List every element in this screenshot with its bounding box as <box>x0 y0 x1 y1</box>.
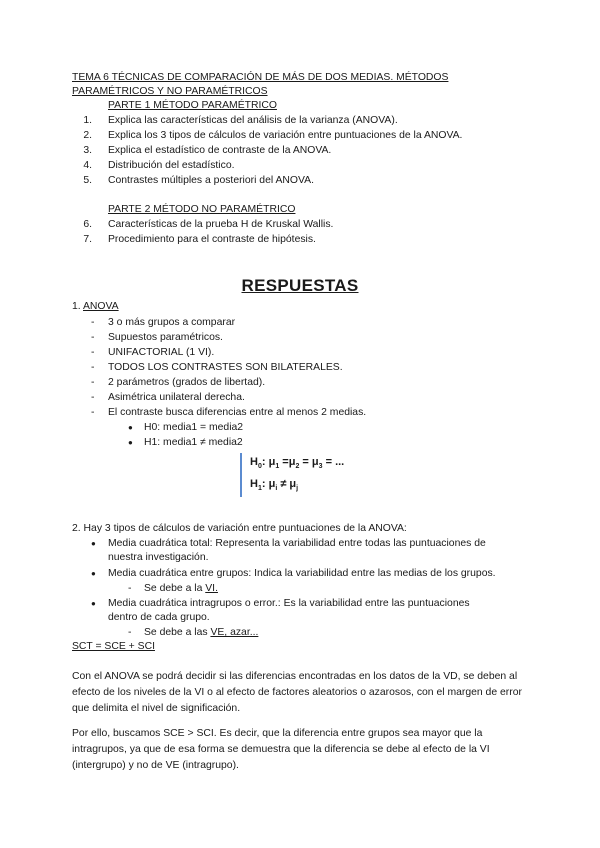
list-item-text: Explica el estadístico de contraste de la ANOVA. <box>108 145 332 156</box>
dash-marker: - <box>91 347 95 358</box>
sum-of-squares-equation: SCT = SCE + SCI <box>72 641 155 652</box>
hypothesis-formula-image <box>240 451 370 499</box>
paragraph-sce-sci: Por ello, buscamos SCE > SCI. Es decir, que la diferencia entre grupos sea mayor que la intragrupos, ya que de esa forma se demuestra que la diferencia se debe al efecto de la VI (intergrupo) y no de VE (intragrupo). <box>72 728 490 771</box>
list-item-number: 2. <box>83 130 92 141</box>
list-item-text: 2 parámetros (grados de libertad). <box>108 377 266 388</box>
list-item-text: Supuestos paramétricos. <box>108 332 223 343</box>
list-item-continuation: nuestra investigación. <box>108 552 209 563</box>
list-item-text: Media cuadrática total: Representa la variabilidad entre todas las puntuaciones de <box>108 538 486 549</box>
bullet-icon: ● <box>128 438 133 447</box>
list-item-text: Asimétrica unilateral derecha. <box>108 392 245 403</box>
sub-item-text: Se debe a la VI. <box>144 583 218 594</box>
dash-marker: - <box>91 362 95 373</box>
section1-number: 1. <box>72 301 81 312</box>
formula-h0: $H_0$: $\mu_1 =\mu_2 = \mu_3$ = ... <box>250 456 345 471</box>
list-item-number: 7. <box>83 234 92 245</box>
list-item-number: 1. <box>83 115 92 126</box>
list-item-text: H1: media1 ≠ media2 <box>144 437 243 448</box>
bullet-icon: ● <box>91 599 96 608</box>
section2-intro: 2. Hay 3 tipos de cálculos de variación entre puntuaciones de la ANOVA: <box>72 523 407 534</box>
bullet-icon: ● <box>128 423 133 432</box>
dash-marker: - <box>128 627 132 638</box>
section1-title: ANOVA <box>83 301 119 312</box>
list-item-text: Explica los 3 tipos de cálculos de variación entre puntuaciones de la ANOVA. <box>108 130 463 141</box>
list-item-text: Contrastes múltiples a posteriori del ANOVA. <box>108 175 314 186</box>
respuestas-heading: RESPUESTAS <box>241 276 359 295</box>
paragraph-anova: Con el ANOVA se podrá decidir si las diferencias encontradas en los datos de la VD, se deben al efecto de los niveles de la VI o al efecto de factores aleatorios o azarosos, con el margen de error que delimita el nivel de significación. <box>72 671 522 714</box>
formula-bracket <box>240 453 242 497</box>
document-title-line-1: TEMA 6 TÉCNICAS DE COMPARACIÓN DE MÁS DE DOS MEDIAS. MÉTODOS <box>72 72 449 83</box>
list-item-number: 3. <box>83 145 92 156</box>
list-item-text: Distribución del estadístico. <box>108 160 235 171</box>
dash-marker: - <box>91 332 95 343</box>
list-item-number: 4. <box>83 160 92 171</box>
formula-h1: $H_1$: $\mu_i \ne \mu_j$ <box>250 478 299 493</box>
list-item-text: El contraste busca diferencias entre al menos 2 medias. <box>108 407 367 418</box>
list-item-number: 6. <box>83 219 92 230</box>
list-item-text: Características de la prueba H de Kruskal Wallis. <box>108 219 334 230</box>
ve-link: VE, azar... <box>210 627 259 638</box>
list-item-number: 5. <box>83 175 92 186</box>
list-item-text: TODOS LOS CONTRASTES SON BILATERALES. <box>108 362 343 373</box>
list-item-text: UNIFACTORIAL (1 VI). <box>108 347 215 358</box>
list-item-text: Procedimiento para el contraste de hipótesis. <box>108 234 316 245</box>
vi-link: VI. <box>205 583 218 594</box>
list-item-text: Explica las características del análisis de la varianza (ANOVA). <box>108 115 398 126</box>
section1-heading <box>72 300 119 313</box>
dash-marker: - <box>128 583 132 594</box>
list-item-continuation: dentro de cada grupo. <box>108 612 210 623</box>
list-item-text: 3 o más grupos a comparar <box>108 317 236 328</box>
dash-marker: - <box>91 317 95 328</box>
part2-heading: PARTE 2 MÉTODO NO PARAMÉTRICO <box>108 204 296 215</box>
sub-item-text: Se debe a las VE, azar... <box>144 627 259 638</box>
bullet-icon: ● <box>91 539 96 548</box>
dash-marker: - <box>91 392 95 403</box>
list-item-text: Media cuadrática intragrupos o error.: Es la variabilidad entre las puntuaciones <box>108 598 470 609</box>
part1-heading: PARTE 1 MÉTODO PARAMÉTRICO <box>108 100 277 111</box>
dash-marker: - <box>91 407 95 418</box>
list-item-text: Media cuadrática entre grupos: Indica la variabilidad entre las medias de los grupos. <box>108 568 496 579</box>
dash-marker: - <box>91 377 95 388</box>
document-title-line-2: PARAMÉTRICOS Y NO PARAMÉTRICOS <box>72 86 268 97</box>
list-item-text: H0: media1 = media2 <box>144 422 244 433</box>
bullet-icon: ● <box>91 569 96 578</box>
